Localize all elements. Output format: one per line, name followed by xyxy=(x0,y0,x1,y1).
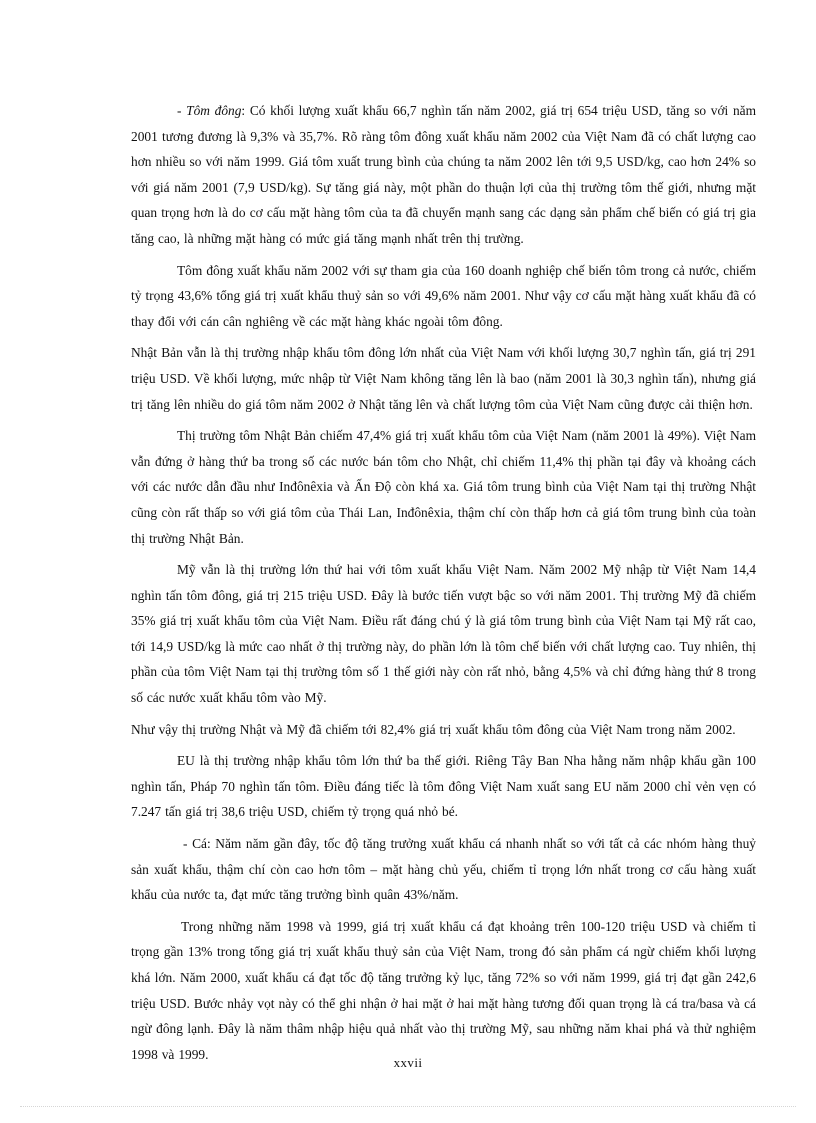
paragraph-fish-export-value: Trong những năm 1998 và 1999, giá trị xuất khẩu cá đạt khoảng trên 100-120 triệu USD và chiếm tỉ trọng gần 13% trong tổng giá trị xuất khẩu thuỷ sản của Việt Nam, trong đó sản phẩm cá ngừ chiếm khối lượng khá lớn. Năm 2000, xuất khẩu cá đạt tốc độ tăng trưởng kỷ lục, tăng 72% so với năm 1999, giá trị đạt gần 242,6 triệu USD. Bước nhảy vọt này có thể ghi nhận ở hai mặt ở hai mặt hàng tương đối quan trọng là cá tra/basa và cá ngừ đông lạnh. Đây là năm thâm nhập hiệu quả nhất vào thị trường Mỹ, sau những năm khai phá và thử nghiệm 1998 và 1999. xyxy=(131,918,756,1062)
paragraph-japan-share: Thị trường tôm Nhật Bản chiếm 47,4% giá trị xuất khẩu tôm của Việt Nam (năm 2001 là 49%). Việt Nam vẫn đứng ở hàng thứ ba trong số các nước bán tôm cho Nhật, chỉ chiếm 11,4% thị phần tại đây và khoảng cách với các nước dẫn đầu như Inđônêxia và Ấn Độ còn khá xa. Giá tôm trung bình của Việt Nam tại thị trường Nhật cũng còn rất thấp so với giá tôm của Thái Lan, Inđônêxia, thậm chí còn thấp hơn cả giá tôm trung bình của toàn thị trường Nhật Bản. xyxy=(131,428,756,546)
page-number: xxvii xyxy=(393,1055,423,1070)
paragraph-eu-market: EU là thị trường nhập khẩu tôm lớn thứ ba thế giới. Riêng Tây Ban Nha hằng năm nhập khẩu gần 100 nghìn tấn, Pháp 70 nghìn tấn tôm. Điều đáng tiếc là tôm đông Việt Nam xuất sang EU năm 2000 chỉ vẻn vẹn có 7.247 tấn giá trị 38,6 triệu USD, chiếm tỷ trọng quá nhỏ bé. xyxy=(131,753,756,820)
page-bottom-divider xyxy=(20,1106,796,1107)
paragraph-text: : Có khối lượng xuất khẩu 66,7 nghìn tấn năm 2002, giá trị 654 triệu USD, tăng so với năm 2001 tương đương là 9,3% và 35,7%. Rõ ràng tôm đông xuất khẩu năm 2002 của Việt Nam đã có chất lượng cao hơn nhiều so với năm 1999. Giá tôm xuất trung bình của chúng ta năm 2002 lên tới 9,5 USD/kg, cao hơn 24% so với giá năm 2001 (7,9 USD/kg). Sự tăng giá này, một phần do thuận lợi của thị trường tôm thế giới, nhưng mặt quan trọng hơn là do cơ cấu mặt hàng tôm của ta đã chuyển mạnh sang các dạng sản phẩm chế biến có giá trị gia tăng cao, là những mặt hàng có mức giá tăng mạnh nhất trên thị trường. xyxy=(131,103,757,246)
paragraph-japan-us-total: Như vậy thị trường Nhật và Mỹ đã chiếm tới 82,4% giá trị xuất khẩu tôm đông của Việt Nam trong năm 2002. xyxy=(131,721,736,737)
section-lead-frozen-shrimp: - Tôm đông xyxy=(177,103,242,118)
paragraph-us-market: Mỹ vẫn là thị trường lớn thứ hai với tôm xuất khẩu Việt Nam. Năm 2002 Mỹ nhập từ Việt Nam 14,4 nghìn tấn tôm đông, giá trị 215 triệu USD. Đây là bước tiến vượt bậc so với năm 2001. Thị trường Mỹ đã chiếm 35% giá trị xuất khẩu tôm của Việt Nam. Điều rất đáng chú ý là giá tôm trung bình của Việt Nam tại Mỹ rất cao, tới 14,9 USD/kg là mức cao nhất ở thị trường này, do phần lớn là tôm chế biến với chất lượng cao. Tuy nhiên, thị phần của tôm Việt Nam tại thị trường tôm số 1 thế giới này còn rất nhỏ, bằng 4,5% và chỉ đứng hàng thứ 8 trong số các nước xuất khẩu tôm vào Mỹ. xyxy=(131,562,756,706)
paragraph-shrimp-export-share: Tôm đông xuất khẩu năm 2002 với sự tham gia của 160 doanh nghiệp chế biến tôm trong cả nước, chiếm tỷ trọng 43,6% tổng giá trị xuất khẩu thuỷ sản so với 49,6% năm 2001. Như vậy cơ cấu mặt hàng xuất khẩu đã có thay đổi với cán cân nghiêng về các mặt hàng khác ngoài tôm đông. xyxy=(131,262,756,329)
paragraph-shrimp-frozen xyxy=(131,98,756,252)
paragraph-fish: - Cá: Năm năm gần đây, tốc độ tăng trưởng xuất khẩu cá nhanh nhất so với tất cả các nhóm hàng thuỷ sản xuất khẩu, thậm chí còn cao hơn tôm – mặt hàng chủ yếu, chiếm tỉ trọng lớn nhất trong cơ cấu hàng xuất khẩu của nước ta, đạt mức tăng trưởng bình quân 43%/năm. xyxy=(131,836,756,903)
paragraph-japan-market: Nhật Bản vẫn là thị trường nhập khẩu tôm đông lớn nhất của Việt Nam với khối lượng 30,7 nghìn tấn, giá trị 291 triệu USD. Về khối lượng, mức nhập từ Việt Nam không tăng lên là bao (năm 2001 là 30,3 nghìn tấn), nhưng giá trị tăng lên nhiều do giá tôm năm 2002 ở Nhật tăng lên và chất lượng tôm của Việt Nam cũng được cải thiện hơn. xyxy=(131,345,756,412)
